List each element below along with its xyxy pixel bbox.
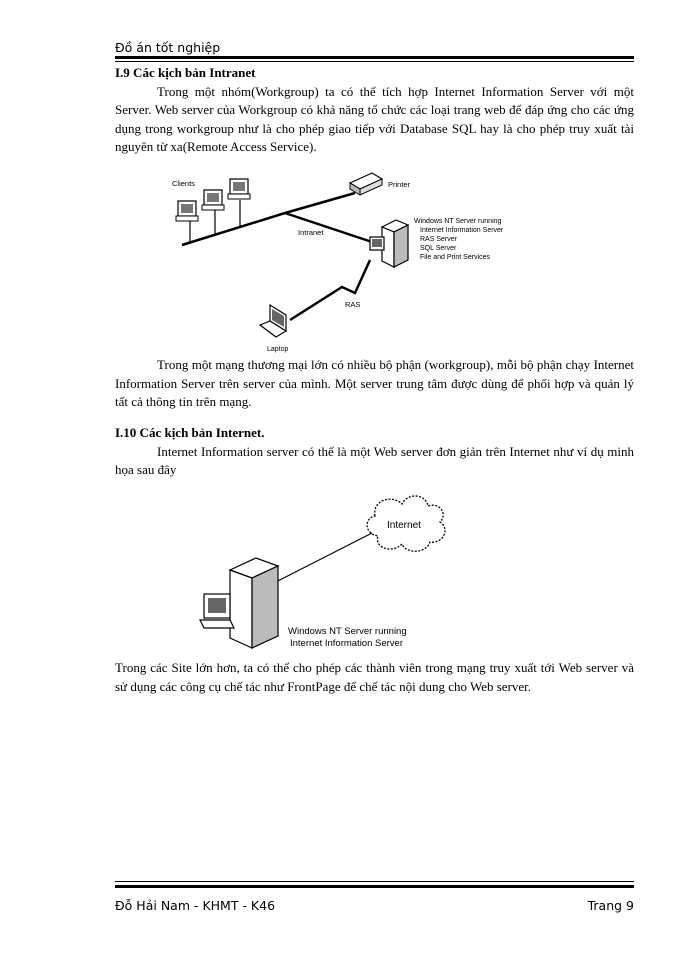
- client-computer-icon: [176, 201, 198, 221]
- intranet-label: Intranet: [298, 228, 324, 237]
- client-computer-icon: [202, 190, 224, 210]
- paragraph: Trong các Site lớn hơn, ta có thể cho phép các thành viên trong mạng truy xuất tới Web server và sử dụng các công cụ chế tác như FrontPage để chế tác nội dung cho Web server.: [115, 660, 634, 694]
- section-heading: I.9 Các kịch bản Intranet: [115, 65, 256, 80]
- ras-link: [290, 260, 370, 320]
- header-rule-thick: [115, 56, 634, 59]
- laptop-label: Laptop: [267, 346, 289, 353]
- internet-link: [268, 533, 372, 586]
- laptop-icon: [260, 305, 286, 337]
- footer-author: Đỗ Hải Nam - KHMT - K46: [115, 898, 276, 913]
- ras-label: RAS: [345, 300, 361, 309]
- intranet-diagram: [160, 165, 540, 355]
- footer-rule-thick: [115, 885, 634, 888]
- section-intranet: [115, 64, 634, 157]
- internet-diagram: [190, 488, 460, 653]
- paragraph: Trong một mạng thương mại lớn có nhiều bộ phận (workgroup), mỗi bộ phận chạy Internet Information Server trên server của mình. Một server trung tâm được dùng để phối hợp và quản lý tất cả thông tin trên mạng.: [115, 357, 634, 409]
- intranet-summary: [115, 356, 634, 412]
- printer-label: Printer: [388, 180, 411, 189]
- client-computer-icon: [228, 179, 250, 199]
- printer-icon: [350, 173, 382, 195]
- internet-summary: [115, 659, 634, 696]
- server-line: Windows NT Server running: [414, 218, 502, 225]
- server-line: SQL Server: [420, 245, 457, 252]
- server-line: RAS Server: [420, 236, 457, 243]
- server-line: File and Print Services: [420, 254, 491, 261]
- section-internet: [115, 424, 634, 480]
- paragraph: Trong một nhóm(Workgroup) ta có thể tích hợp Internet Information Server với một Server. Web server của Workgroup có khả năng tổ chức các loại trang web để đáp ứng cho các ứng dụng trong workgroup như là cho phép giao tiếp với Database SQL hay là cho phép truy xuất tài nguyên từ xa(Remote Access Service).: [115, 83, 634, 154]
- network-bus-top: [285, 193, 355, 213]
- server-line: Internet Information Server: [290, 638, 403, 649]
- page-number: Trang 9: [587, 898, 634, 913]
- server-icon: [200, 558, 278, 648]
- header-rule-thin: [115, 61, 634, 62]
- paragraph: Internet Information server có thể là một Web server đơn giản trên Internet như ví dụ minh họa sau đây: [115, 443, 634, 477]
- server-line: Windows NT Server running: [288, 626, 407, 637]
- server-line: Internet Information Server: [420, 227, 504, 234]
- server-description: [414, 218, 504, 261]
- server-icon: [370, 220, 408, 267]
- section-heading: I.10 Các kịch bản Internet.: [115, 425, 265, 440]
- page-header-title: Đồ án tốt nghiệp: [115, 40, 221, 55]
- internet-label: Internet: [387, 520, 421, 531]
- footer-rule-thin: [115, 881, 634, 882]
- clients-label: Clients: [172, 179, 195, 188]
